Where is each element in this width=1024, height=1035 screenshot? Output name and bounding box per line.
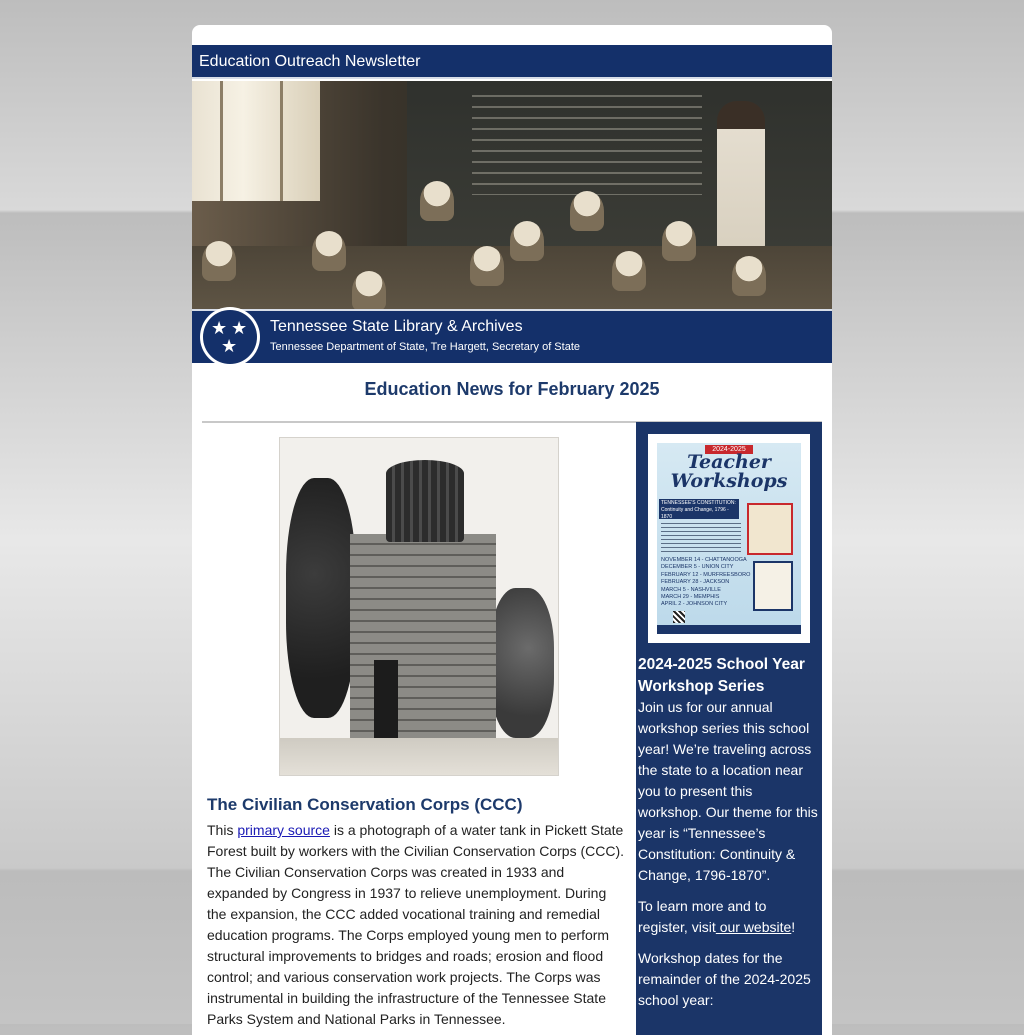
article-body-text: is a photograph of a water tank in Pickett State Forest built by workers with the Civilian Conservation Corps (CCC). The Civilian Conservation Corps was created in 1933 and expanded by Congress in 1937 to relieve unemployment. During the expansion, the CCC added vocational training and remedial education programs. The Corps employed young men to perform structural improvements to bridges and roads; erosion and flood control; and various conservation work projects. The Corps was instrumental in building the infrastructure of the Tennessee State Parks System and National Parks in Tennessee. — [207, 822, 625, 1027]
photo-ground — [280, 738, 559, 776]
hero-student — [202, 241, 236, 281]
tristar-icon: ★ ★ ★ — [203, 310, 257, 364]
newsletter-title: Education Outreach Newsletter — [199, 53, 421, 70]
hero-student — [570, 191, 604, 231]
workshop-heading: 2024-2025 School Year Workshop Series — [638, 656, 805, 695]
flyer-date-item: DECEMBER 5 - UNION CITY — [661, 564, 734, 571]
hero-chalk-writing — [472, 95, 702, 195]
hero-student — [510, 221, 544, 261]
workshop-dates-intro: Workshop dates for the remainder of the 2024-2025 school year: — [638, 950, 811, 1008]
article-body — [207, 820, 627, 1030]
flyer-document-image — [753, 561, 793, 611]
brand-bar — [192, 309, 832, 363]
workshop-intro: Join us for our annual workshop series this school year! We’re traveling across the state to a location near you to present this workshop. Our theme for this year is “Tennessee’s Constitution: Continuity & Change, 1796-1870”. — [638, 699, 818, 883]
photo-water-tank — [386, 460, 464, 542]
flyer-subheading: TENNESSEE'S CONSTITUTION: Continuity and Change, 1796 - 1870 — [659, 499, 739, 519]
flyer-footer — [657, 625, 801, 634]
flyer-document-image — [747, 503, 793, 555]
flyer-date-item: MARCH 29 - MEMPHIS — [661, 594, 720, 601]
register-suffix: ! — [791, 919, 796, 935]
photo-stone-tower — [350, 534, 496, 744]
flyer-dates — [661, 557, 751, 609]
newsletter-header-bar — [192, 45, 832, 79]
photo-trees-right — [490, 588, 554, 738]
flyer-image — [657, 443, 801, 634]
hero-student — [420, 181, 454, 221]
article-body-prefix: This — [207, 822, 238, 838]
flyer-heading: Teacher Workshops — [670, 451, 788, 492]
article-title: The Civilian Conservation Corps (CCC) — [207, 795, 523, 814]
hero-student — [312, 231, 346, 271]
org-name: Tennessee State Library & Archives — [270, 318, 523, 335]
flyer-date-item: FEBRUARY 28 - JACKSON — [661, 579, 730, 586]
newsletter-card — [192, 25, 832, 1035]
our-website-link[interactable]: our website — [715, 919, 792, 935]
register-prefix: To learn more and to register, visit — [638, 898, 767, 935]
flyer-date-item: NOVEMBER 14 - CHATTANOOGA — [661, 557, 747, 563]
issue-title: Education News for February 2025 — [364, 379, 660, 399]
teacher-workshops-flyer[interactable] — [648, 434, 810, 643]
hero-student — [732, 256, 766, 296]
hero-student — [470, 246, 504, 286]
primary-source-link[interactable]: primary source — [237, 822, 330, 838]
qr-code-icon — [673, 611, 685, 623]
hero-student — [662, 221, 696, 261]
flyer-date-item: APRIL 2 - JOHNSON CITY — [661, 601, 728, 608]
flyer-date-item: MARCH 5 - NASHVILLE — [661, 586, 721, 593]
photo-trees-left — [286, 478, 356, 718]
flyer-year-badge: 2024-2025 — [705, 445, 753, 454]
workshop-sidebar — [636, 422, 822, 1035]
tn-tristar-logo — [200, 307, 260, 367]
flyer-date-item: FEBRUARY 12 - MURFREESBORO — [661, 571, 751, 578]
photo-tower-door — [374, 660, 398, 744]
hero-window — [192, 81, 320, 201]
classroom-hero-image — [192, 81, 832, 309]
hero-student — [612, 251, 646, 291]
hero-teacher — [717, 101, 765, 251]
hero-student — [352, 271, 386, 309]
ccc-water-tank-photo[interactable] — [279, 437, 559, 776]
org-subtitle: Tennessee Department of State, Tre Hargett, Secretary of State — [270, 341, 580, 353]
flyer-text-lines — [661, 523, 741, 553]
workshop-register-text — [638, 896, 820, 938]
